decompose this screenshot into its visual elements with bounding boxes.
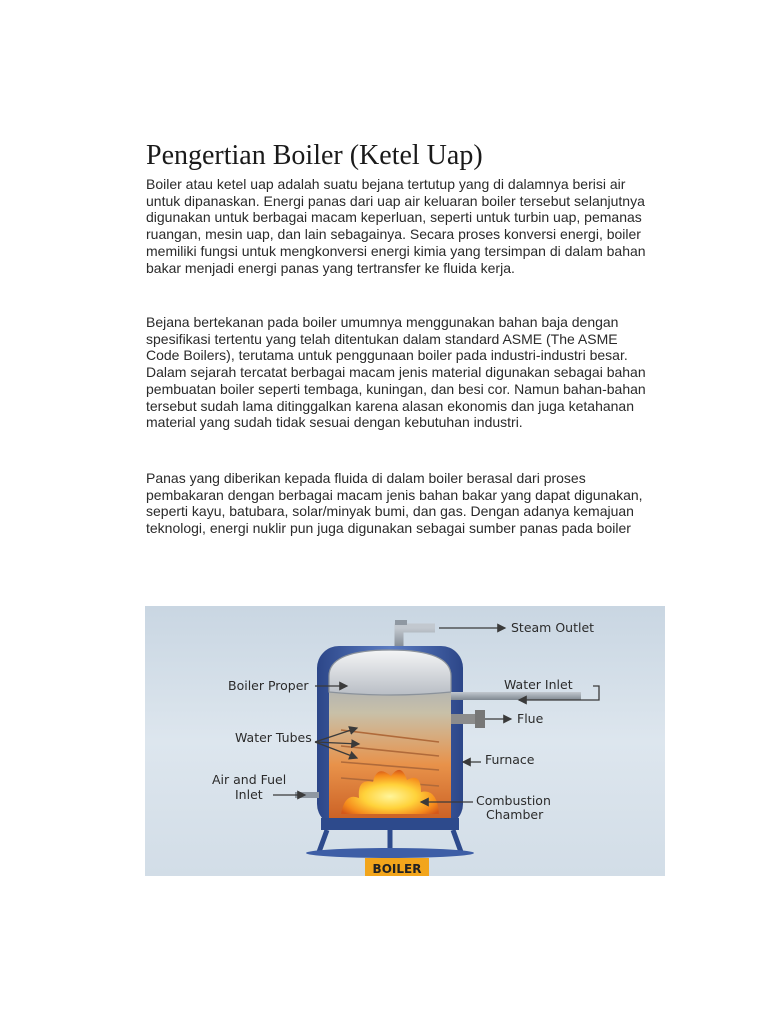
paragraph-definition: Boiler atau ketel uap adalah suatu bejana tertutup yang di dalamnya berisi air untuk dipanaskan. Energi panas dari uap air keluaran boiler tersebut selanjutnya digunakan untuk berbagai macam keperluan, seperti untuk turbin uap, pemanas ruangan, mesin uap, dan lain sebagainya. Secara proses konversi energi, boiler memiliki fungsi untuk mengkonversi energi kimia yang tersimpan di dalam bahan bakar menjadi energi panas yang tertransfer ke fluida kerja. bbox=[146, 176, 646, 276]
paragraph-heat-source: Panas yang diberikan kepada fluida di dalam boiler berasal dari proses pembakaran dengan berbagai macam jenis bahan bakar yang dapat digunakan, seperti kayu, batubara, solar/minyak bumi, dan gas. Dengan adanya kemajuan teknologi, energi nuklir pun juga digunakan sebagai sumber panas pada boiler bbox=[146, 470, 643, 537]
page-title: Pengertian Boiler (Ketel Uap) bbox=[146, 140, 483, 171]
flue-pipe bbox=[451, 714, 479, 724]
water-inlet-pipe bbox=[451, 692, 581, 700]
label-air-fuel-2: Inlet bbox=[235, 787, 263, 802]
label-boiler-proper: Boiler Proper bbox=[228, 678, 309, 693]
label-furnace: Furnace bbox=[485, 752, 535, 767]
paragraph-material: Bejana bertekanan pada boiler umumnya menggunakan bahan baja dengan spesifikasi tertentu yang telah ditentukan dalam standard ASME (The ASME Code Boilers), terutama untuk penggunaan boiler pada industri-industri besar. Dalam sejarah tercatat berbagai macam jenis material digunakan sebagai bahan pembuatan boiler seperti tembaga, kuningan, dan besi cor. Namun bahan-bahan tersebut sudah lama ditinggalkan karena alasan ekonomis dan juga ketahanan material yang sudah tidak sesuai dengan kebutuhan industri. bbox=[146, 314, 646, 431]
boiler-diagram-svg bbox=[145, 606, 665, 876]
label-combustion-1: Combustion bbox=[476, 793, 551, 808]
boiler-proper-dome bbox=[329, 650, 451, 695]
label-combustion-2: Chamber bbox=[486, 807, 544, 822]
label-water-inlet: Water Inlet bbox=[504, 677, 573, 692]
label-flue: Flue bbox=[517, 711, 544, 726]
label-water-tubes: Water Tubes bbox=[235, 730, 312, 745]
label-air-fuel-1: Air and Fuel bbox=[212, 772, 287, 787]
caption-boiler: BOILER bbox=[372, 862, 422, 876]
label-steam-outlet: Steam Outlet bbox=[511, 620, 595, 635]
boiler-diagram bbox=[145, 606, 665, 876]
